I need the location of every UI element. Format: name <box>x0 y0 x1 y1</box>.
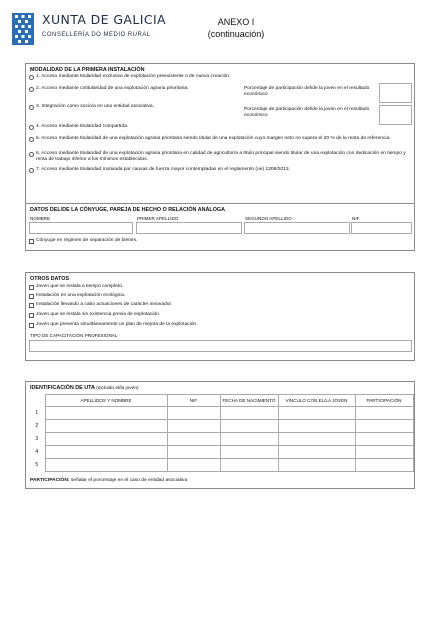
spouse-nif-input[interactable] <box>351 222 412 234</box>
uta-col-relation: VÍNCULO CON EL/LA JOVEN <box>278 395 355 407</box>
xunta-logo <box>12 12 172 50</box>
spouse-title: DATOS DEL/DE LA CÓNYUGE, PAREJA DE HECHO O RELACIÓN ANÁLOGA <box>30 207 225 213</box>
separation-checkbox[interactable] <box>29 239 34 244</box>
uta-cell-relation[interactable] <box>278 407 355 420</box>
uta-footer-label: PARTICIPACIÓN: <box>30 478 70 483</box>
uta-panel <box>25 381 415 489</box>
uta-cell-participation[interactable] <box>355 433 413 446</box>
option2-label: 2. Acceso mediante cotitularidad de una explotación agraria prioritaria. <box>36 86 189 91</box>
uta-cell-participation[interactable] <box>355 420 413 433</box>
uta-header-blank <box>29 395 45 407</box>
table-row <box>29 446 413 459</box>
uta-cell-participation[interactable] <box>355 446 413 459</box>
uta-cell-name[interactable] <box>45 433 167 446</box>
separation-label: Cónyuge en régimen de separación de bienes. <box>36 238 138 243</box>
option2-radio[interactable] <box>29 87 34 92</box>
uta-cell-relation[interactable] <box>278 446 355 459</box>
uta-cell-nif[interactable] <box>167 407 220 420</box>
option3-participation-input[interactable] <box>379 105 412 125</box>
training-label: TIPO DE CAPACITACIÓN PROFESIONAL <box>30 333 118 338</box>
option6-label: 6. Acceso mediante titularidad de una explotación agraria prioritaria en calidad de agricultor/a a título principal siendo titular de una explotación con dedicación en tiempo y renta de trabajo inferior a los mínimos establecidos. <box>36 151 406 162</box>
uta-cell-name[interactable] <box>45 407 167 420</box>
uta-cell-relation[interactable] <box>278 433 355 446</box>
spouse-nif-label: NIF <box>352 216 360 221</box>
option7-radio[interactable] <box>29 168 34 173</box>
table-row <box>29 459 413 472</box>
row-number: 5 <box>35 462 39 468</box>
otros-item-checkbox[interactable] <box>29 303 34 308</box>
uta-footer-text: señalar el porcentaje en el caso de entidad asociativa <box>70 478 188 483</box>
uta-cell-birthdate[interactable] <box>220 459 278 472</box>
otros-panel <box>25 272 415 361</box>
uta-footer <box>30 478 187 484</box>
uta-cell-birthdate[interactable] <box>220 407 278 420</box>
option2-participation-input[interactable] <box>379 83 412 103</box>
uta-cell-participation[interactable] <box>355 459 413 472</box>
uta-cell-participation[interactable] <box>355 407 413 420</box>
training-input[interactable] <box>29 340 412 352</box>
uta-cell-relation[interactable] <box>278 420 355 433</box>
otros-item-checkbox[interactable] <box>29 323 34 328</box>
option2-participation-label: Porcentaje de participación del/de la joven en el resultado económico <box>244 86 370 97</box>
xunta-shield-icon <box>12 13 34 45</box>
uta-header-row <box>29 395 413 407</box>
spouse-surname2-input[interactable] <box>244 222 350 234</box>
option5-label: 5. Acceso mediante titularidad de una explotación agraria prioritaria siendo titular de una explotación cuyo margen neto no supera el 20 % de la renta de referencia. <box>36 136 391 141</box>
uta-col-name: APELLIDOS Y NOMBRE <box>45 395 167 407</box>
row-number: 2 <box>35 423 39 429</box>
spouse-name-label: NOMBRE <box>30 216 51 221</box>
modalidad-panel <box>25 63 415 207</box>
otros-item-label: Instalación llevando a cabo actuaciones de carácter innovador. <box>36 302 173 307</box>
option3-radio[interactable] <box>29 105 34 110</box>
uta-col-participation: PARTICIPACIÓN <box>355 395 413 407</box>
option4-label: 4. Acceso mediante titularidad compartida. <box>36 124 129 129</box>
row-number: 4 <box>35 449 39 455</box>
option5-radio[interactable] <box>29 137 34 142</box>
annex-title: ANEXO I <box>217 17 255 27</box>
uta-cell-birthdate[interactable] <box>220 446 278 459</box>
table-row <box>29 433 413 446</box>
uta-title <box>30 385 139 391</box>
uta-cell-relation[interactable] <box>278 459 355 472</box>
option3-participation-label: Porcentaje de participación del/de la joven en el resultado económico <box>244 107 370 118</box>
table-row <box>29 407 413 420</box>
table-row <box>29 420 413 433</box>
option3-label: 3. Integración como socio/a en una entidad asociativa. <box>36 104 154 109</box>
option1-radio[interactable] <box>29 75 34 80</box>
option4-radio[interactable] <box>29 125 34 130</box>
annex-subtitle: (continuación) <box>207 29 265 39</box>
spouse-surname1-label: PRIMER APELLIDO <box>137 216 179 221</box>
otros-item-checkbox[interactable] <box>29 285 34 290</box>
option6-radio[interactable] <box>29 152 34 157</box>
spouse-name-input[interactable] <box>29 222 133 234</box>
logo-title: XUNTA DE GALICIA <box>42 12 167 27</box>
uta-cell-nif[interactable] <box>167 420 220 433</box>
otros-title: OTROS DATOS <box>30 276 70 282</box>
uta-col-nif: NIF <box>167 395 220 407</box>
uta-title-text: IDENTIFICACIÓN DE UTA <box>30 385 95 391</box>
option7-label: 7. Acceso mediante titularidad motivada por causas de fuerza mayor contempladas en el reglamento (ue) 1306/2013. <box>36 167 290 172</box>
otros-item-checkbox[interactable] <box>29 294 34 299</box>
uta-col-birthdate: FECHA DE NACIMIENTO <box>220 395 278 407</box>
uta-table <box>29 394 414 472</box>
option1-label: 1. Acceso mediante titularidad exclusiva de explotación preexistente o de nueva creación. <box>36 74 231 79</box>
otros-item-label: Joven que se instala a tiempo completo. <box>36 284 124 289</box>
modalidad-title: MODALIDAD DE LA PRIMERA INSTALACIÓN <box>30 67 145 73</box>
uta-cell-birthdate[interactable] <box>220 420 278 433</box>
spouse-panel <box>25 203 415 251</box>
otros-item-label: Joven que se instala sin existencia previa de explotación. <box>36 312 161 317</box>
uta-cell-nif[interactable] <box>167 433 220 446</box>
uta-cell-nif[interactable] <box>167 446 220 459</box>
uta-cell-birthdate[interactable] <box>220 433 278 446</box>
spouse-surname1-input[interactable] <box>136 222 242 234</box>
uta-cell-nif[interactable] <box>167 459 220 472</box>
spouse-surname2-label: SEGUNDO APELLIDO <box>245 216 292 221</box>
otros-item-checkbox[interactable] <box>29 313 34 318</box>
uta-cell-name[interactable] <box>45 420 167 433</box>
uta-cell-name[interactable] <box>45 459 167 472</box>
row-number: 3 <box>35 436 39 442</box>
otros-item-label: Instalación en una explotación ecológica. <box>36 293 126 298</box>
otros-item-label: Joven que presenta simultáneamente un plan de mejora de la explotación. <box>36 322 198 327</box>
logo-subtitle: CONSELLERÍA DO MEDIO RURAL <box>42 32 151 38</box>
uta-cell-name[interactable] <box>45 446 167 459</box>
row-number: 1 <box>35 410 39 416</box>
uta-title-note: (incluido el/la joven) <box>96 386 139 391</box>
